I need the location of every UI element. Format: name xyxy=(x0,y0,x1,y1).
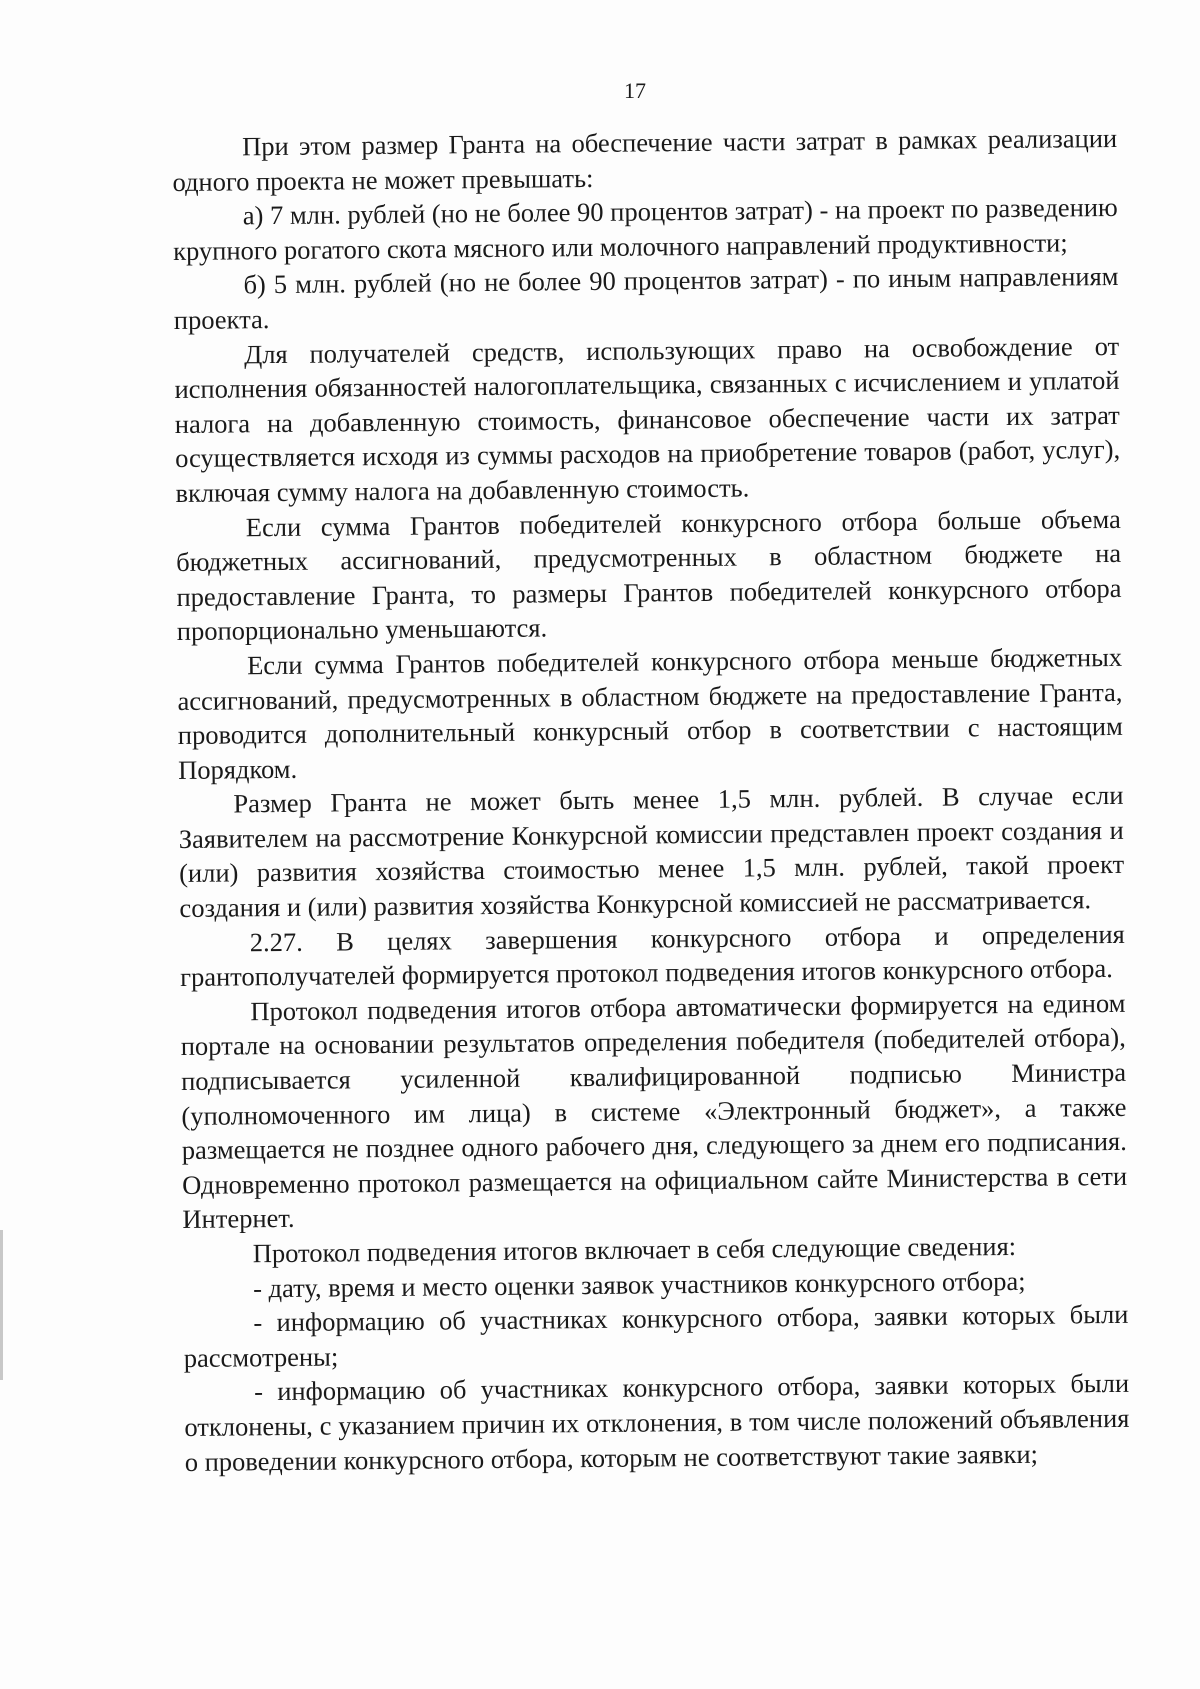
paragraph-item-a: а) 7 млн. рублей (но не более 90 процентов затрат) - на проект по разведению крупного рогатого скота мясного или молочного направлений продуктивности; xyxy=(173,192,1118,266)
list-item-rejected: - информацию об участниках конкурсного отбора, заявки которых были отклонены, с указанием причин их отклонения, в том числе положений объявления о проведении конкурсного отбора, которым не соответствуют такие заявки; xyxy=(184,1368,1130,1477)
paragraph-grants-more: Если сумма Грантов победителей конкурсного отбора больше объема бюджетных ассигнований, предусмотренных в областном бюджете на предоставление Гранта, то размеры Грантов победителей конкурсного отбора пропорционально уменьшаются. xyxy=(176,503,1122,647)
list-item-date: - дату, время и место оценки заявок участников конкурсного отбора; xyxy=(252,1265,1026,1303)
paragraph-item-b: б) 5 млн. рублей (но не более 90 процентов затрат) - по иным направлениям проекта. xyxy=(173,261,1119,335)
paragraph-min-grant: Размер Гранта не может быть менее 1,5 млн. рублей. В случае если Заявителем на рассмотрение Конкурсной комиссии представлен проект создания и (или) развития хозяйства стоимостью менее 1,5 млн. рублей, такой проект создания и (или) развития хозяйства Конкурсной комиссией не рассматривается. xyxy=(178,780,1125,924)
page-number: 17 xyxy=(624,78,646,103)
paragraph-protocol: Протокол подведения итогов отбора автоматически формируется на едином портале на основании результатов определения победителя (победителей отбора), подписывается усиленной квалифицированной подписью Министра (уполномоченного им лица) в системе «Электронный бюджет», а также размещается не позднее одного рабочего дня, следующего за днем его подписания. Одновременно протокол размещается на официальном сайте Министерства в сети Интернет. xyxy=(180,987,1128,1235)
document-body xyxy=(172,121,1130,1479)
scan-edge-mark xyxy=(0,1230,3,1380)
paragraph-grant-limit: При этом размер Гранта на обеспечение части затрат в рамках реализации одного проекта не может превышать: xyxy=(172,122,1118,197)
list-item-considered: - информацию об участниках конкурсного отбора, заявки которых были рассмотрены; xyxy=(183,1299,1129,1373)
paragraph-2-27: 2.27. В целях завершения конкурсного отбора и определения грантополучателей формируется протокол подведения итогов конкурсного отбора. xyxy=(179,918,1125,993)
paragraph-protocol-contents: Протокол подведения итогов включает в себя следующие сведения: xyxy=(252,1230,1017,1269)
paragraph-grants-less: Если сумма Грантов победителей конкурсного отбора меньше бюджетных ассигнований, предусмотренных в областном бюджете на предоставление Гранта, проводится дополнительный конкурсный отбор в соответствии с настоящим Порядком. xyxy=(177,641,1123,785)
paragraph-vat: Для получателей средств, использующих право на освобождение от исполнения обязанностей налогоплательщика, связанных с исчислением и уплатой налога на добавленную стоимость, финансовое обеспечение части их затрат осуществляется исходя из суммы расходов на приобретение товаров (работ, услуг), включая сумму налога на добавленную стоимость. xyxy=(174,330,1121,508)
